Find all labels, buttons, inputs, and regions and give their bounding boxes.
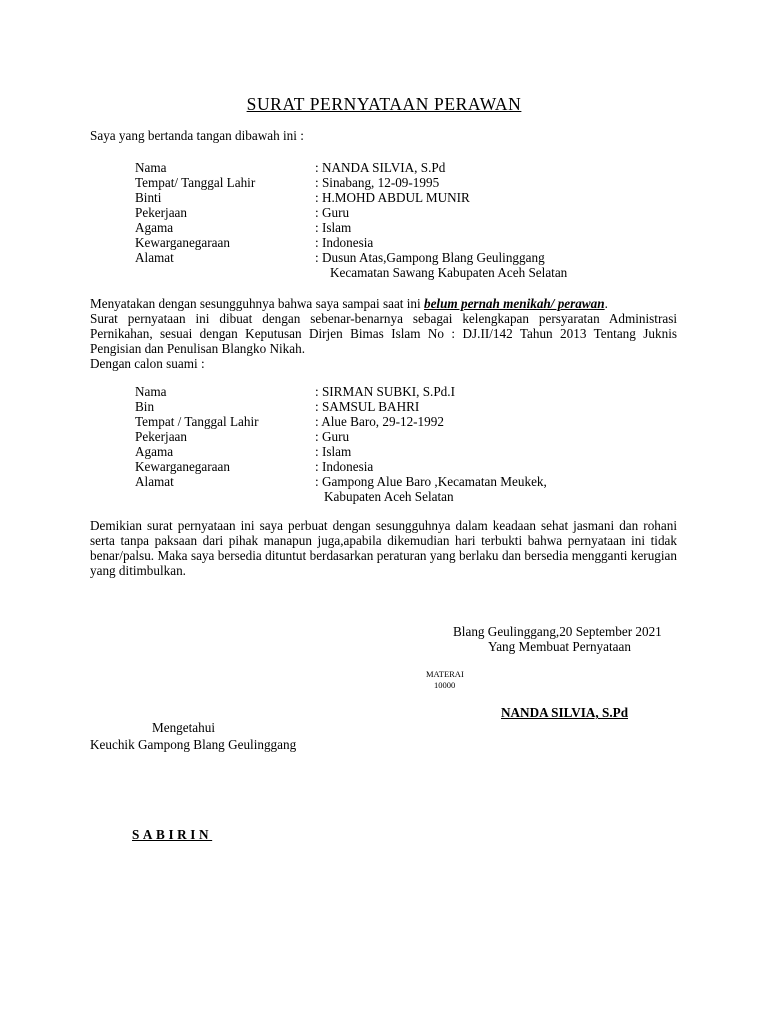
- field-value: : Indonesia: [315, 459, 374, 474]
- field-label: Alamat: [135, 250, 174, 265]
- field-label: Kewarganegaraan: [135, 459, 230, 474]
- field-value: : Gampong Alue Baro ,Kecamatan Meukek,: [315, 474, 547, 489]
- field-label: Bin: [135, 399, 155, 414]
- groom-intro: Dengan calon suami :: [90, 356, 205, 371]
- field-label: Pekerjaan: [135, 205, 187, 220]
- field-label: Agama: [135, 220, 174, 235]
- field-value: : Dusun Atas,Gampong Blang Geulinggang: [315, 250, 545, 265]
- statement-suffix: .: [604, 296, 608, 311]
- field-value: : Sinabang, 12-09-1995: [315, 175, 440, 190]
- field-label: Agama: [135, 444, 174, 459]
- field-label: Alamat: [135, 474, 174, 489]
- place-date: Blang Geulinggang,20 September 2021: [453, 624, 662, 639]
- field-value: : SAMSUL BAHRI: [315, 399, 420, 414]
- signer-role: Yang Membuat Pernyataan: [488, 639, 631, 654]
- intro-text: Saya yang bertanda tangan dibawah ini :: [90, 128, 304, 143]
- field-label: Nama: [135, 384, 167, 399]
- field-label: Kewarganegaraan: [135, 235, 230, 250]
- field-label: Binti: [135, 190, 162, 205]
- acknowledged-label: Mengetahui: [152, 720, 215, 735]
- groom-address-continued: Kabupaten Aceh Selatan: [324, 489, 454, 504]
- field-label: Nama: [135, 160, 167, 175]
- statement-prefix: Menyatakan dengan sesungguhnya bahwa saya sampai saat ini: [90, 296, 424, 311]
- field-value: : Guru: [315, 429, 350, 444]
- field-label: Tempat / Tanggal Lahir: [135, 414, 259, 429]
- field-value: : Alue Baro, 29-12-1992: [315, 414, 444, 429]
- closing-paragraph: Demikian surat pernyataan ini saya perbuat dengan sesungguhnya dalam keadaan sehat jasmani dan rohani serta tanpa paksaan dari pihak manapun juga,apabila dikemudian hari terbukti bahwa pernyataan ini tidak benar/palsu. Maka saya bersedia dituntut berdasarkan peraturan yang berlaku dan bersedia mengganti kerugian yang ditimbulkan.: [90, 518, 677, 578]
- statement-emphasis: belum pernah menikah/ perawan: [423, 296, 605, 311]
- field-value: : Indonesia: [315, 235, 374, 250]
- purpose-paragraph: Surat pernyataan ini dibuat dengan sebenar-benarnya sebagai kelengkapan persyaratan Administrasi Pernikahan, sesuai dengan Keputusan Dirjen Bimas Islam No : DJ.II/142 Tahun 2013 Tentang Juknis Pengisian dan Penulisan Blangko Nikah.: [90, 311, 677, 356]
- field-value: : Guru: [315, 205, 350, 220]
- field-label: Tempat/ Tanggal Lahir: [135, 175, 256, 190]
- field-value: : NANDA SILVIA, S.Pd: [315, 160, 446, 175]
- signer-name: NANDA SILVIA, S.Pd: [501, 705, 629, 720]
- field-value: : Islam: [315, 220, 352, 235]
- field-label: Pekerjaan: [135, 429, 187, 444]
- statement-text: [90, 296, 608, 312]
- field-value: : Islam: [315, 444, 352, 459]
- village-head-title: Keuchik Gampong Blang Geulinggang: [90, 737, 297, 752]
- field-value: : H.MOHD ABDUL MUNIR: [315, 190, 470, 205]
- village-head-name: SABIRIN: [132, 827, 213, 842]
- person-address-continued: Kecamatan Sawang Kabupaten Aceh Selatan: [330, 265, 568, 280]
- materai-value: 10000: [434, 680, 456, 690]
- materai-label: MATERAI: [426, 669, 464, 679]
- letter-title: SURAT PERNYATAAN PERAWAN: [246, 94, 522, 114]
- field-value: : SIRMAN SUBKI, S.Pd.I: [315, 384, 455, 399]
